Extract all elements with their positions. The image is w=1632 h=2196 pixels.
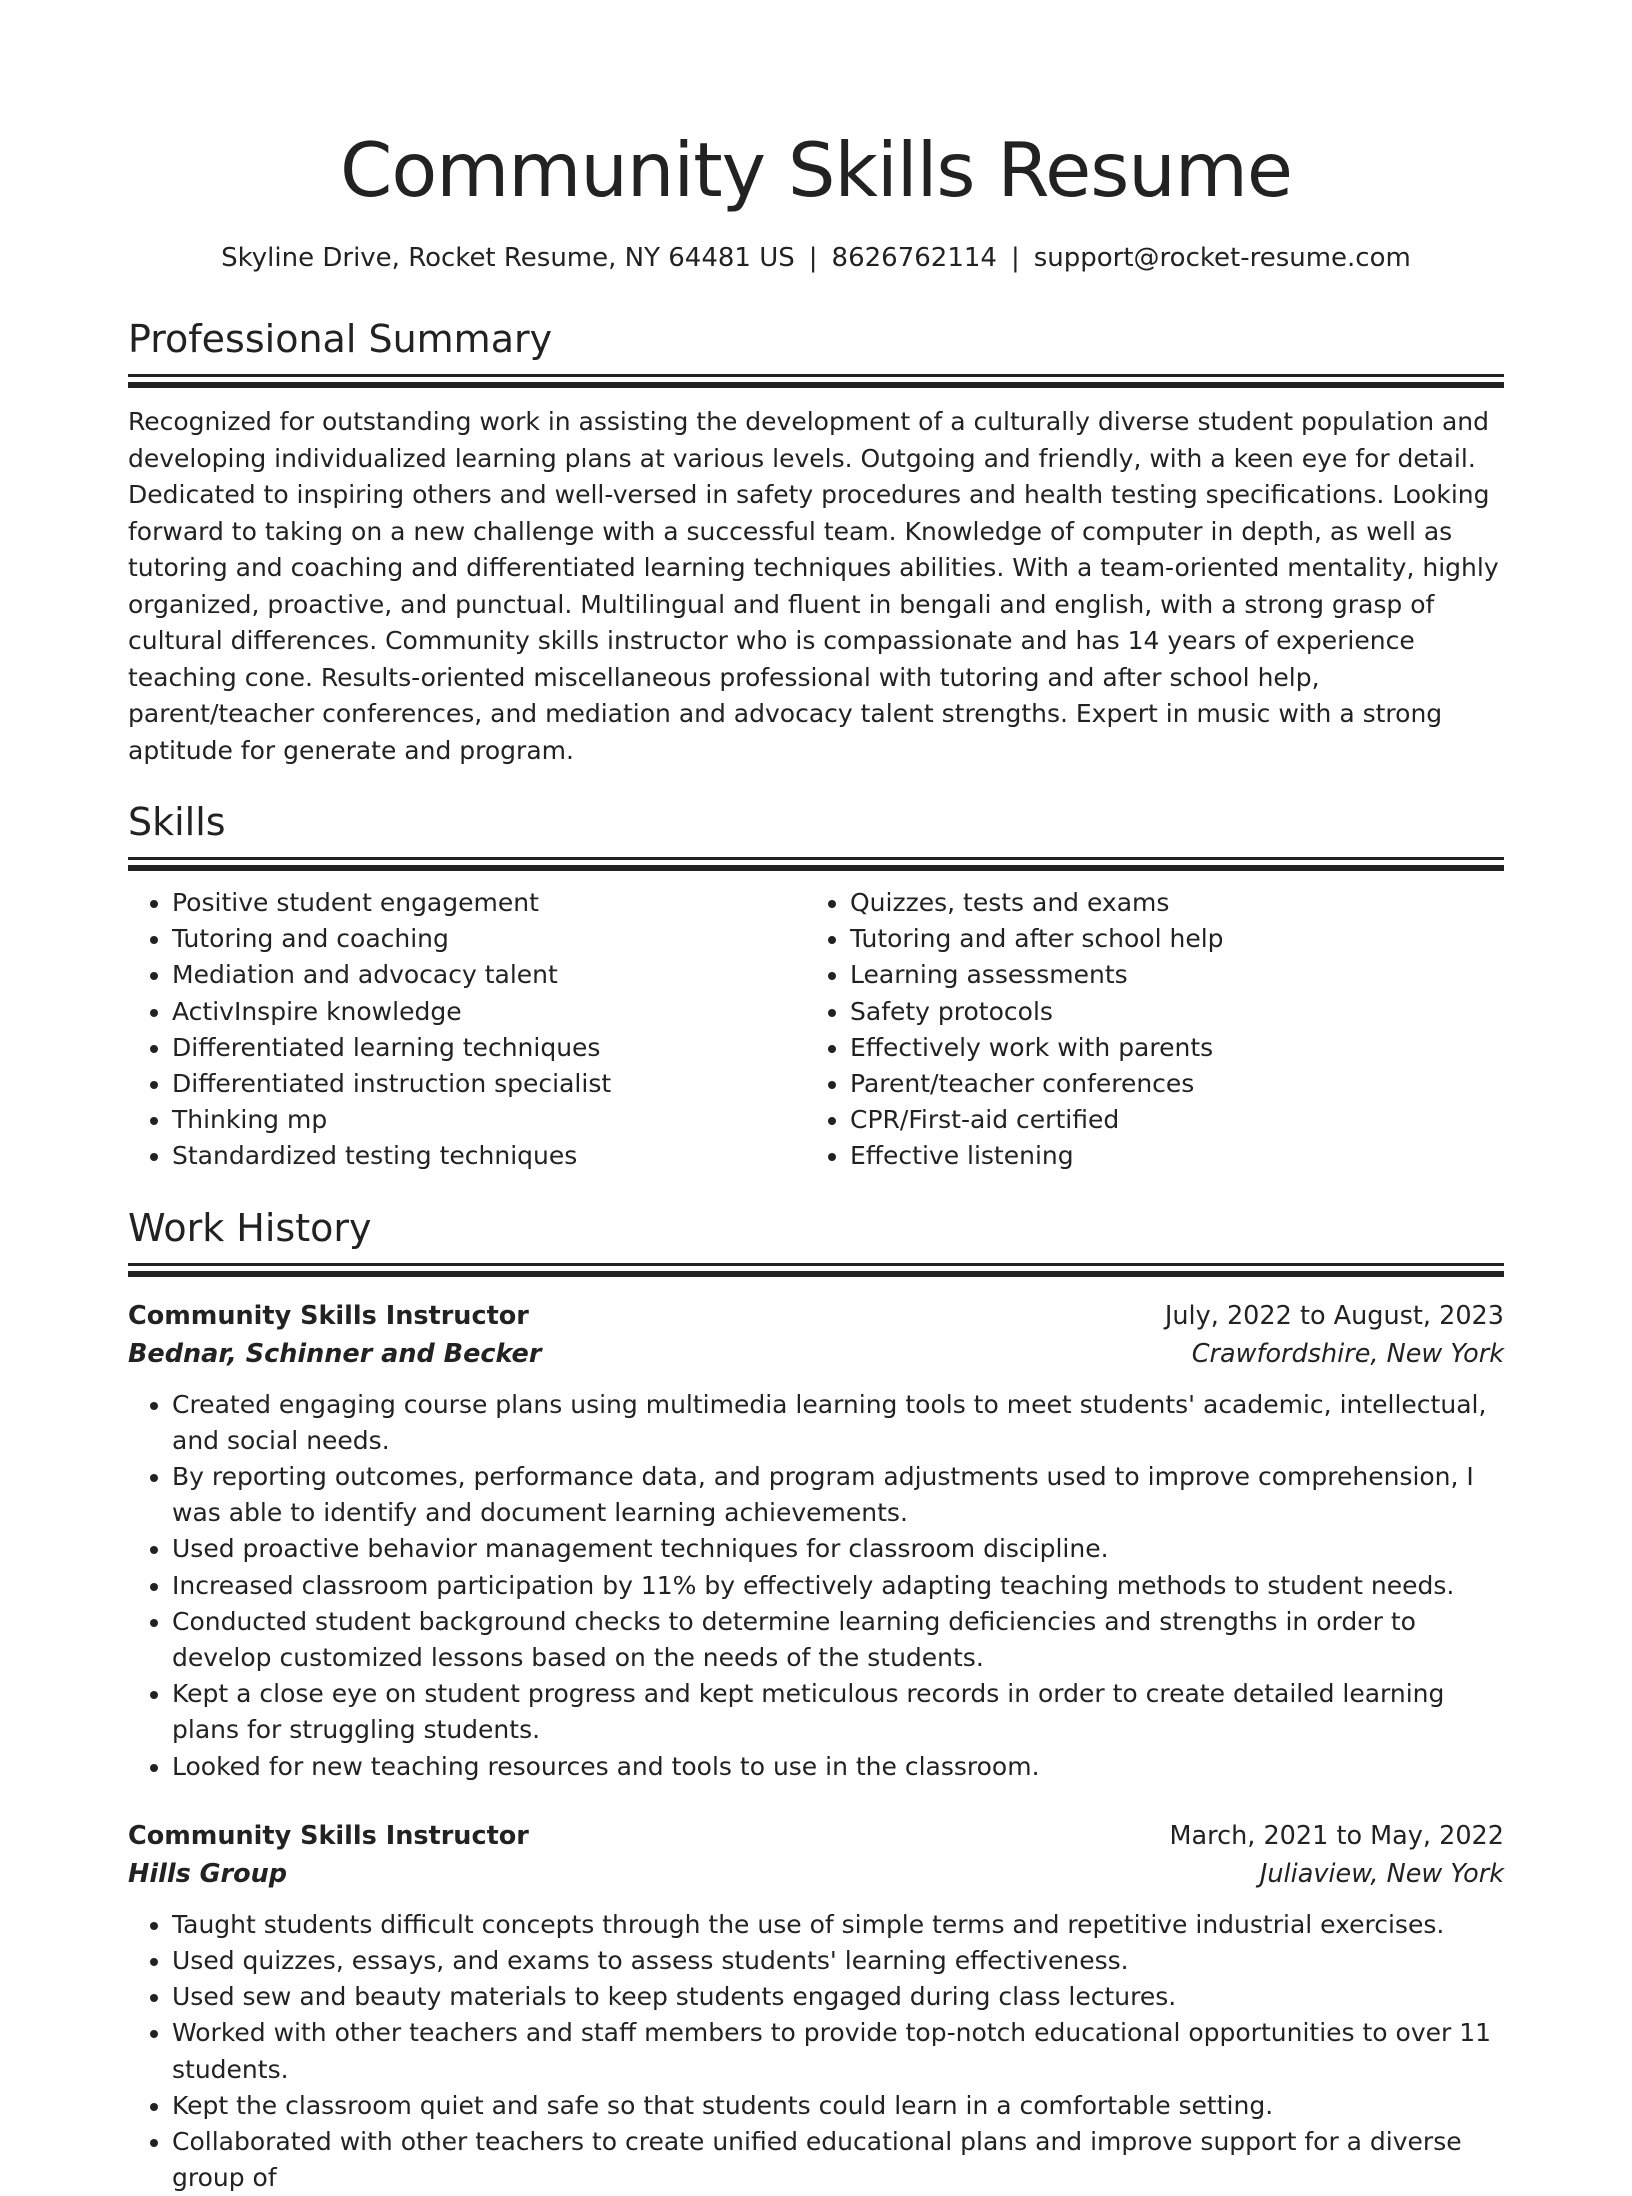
job-location: Crawfordshire, New York bbox=[1191, 1338, 1504, 1369]
job-bullet: • Used sew and beauty materials to keep students engaged during class lectures. bbox=[172, 1979, 1504, 2015]
skills-column-left bbox=[128, 885, 806, 1175]
job-title: Community Skills Instructor bbox=[128, 1820, 529, 1851]
job-header-row bbox=[128, 1297, 1504, 1335]
section-divider-thin bbox=[128, 1263, 1504, 1266]
job-bullets bbox=[128, 1907, 1504, 2196]
contact-line bbox=[128, 242, 1504, 274]
resume-page bbox=[128, 0, 1504, 2196]
skill-item: • Tutoring and coaching bbox=[172, 921, 806, 957]
job-entry bbox=[128, 1297, 1504, 1785]
job-bullet: • Taught students difficult concepts through the use of simple terms and repetitive industrial exercises. bbox=[172, 1907, 1504, 1943]
job-bullet: • Kept a close eye on student progress and kept meticulous records in order to create detailed learning plans for struggling students. bbox=[172, 1676, 1504, 1748]
skill-item: • Tutoring and after school help bbox=[850, 921, 1484, 957]
job-header-row bbox=[128, 1817, 1504, 1855]
job-dates: July, 2022 to August, 2023 bbox=[1164, 1300, 1504, 1331]
job-subheader-row bbox=[128, 1855, 1504, 1893]
job-bullet: • By reporting outcomes, performance data, and program adjustments used to improve comprehension, I was able to identify and document learning achievements. bbox=[172, 1459, 1504, 1531]
contact-email: support@rocket-resume.com bbox=[1033, 243, 1411, 273]
skill-item: • ActivInspire knowledge bbox=[172, 994, 806, 1030]
skill-item: • Differentiated learning techniques bbox=[172, 1030, 806, 1066]
skill-item: • Safety protocols bbox=[850, 994, 1484, 1030]
skill-item: • Differentiated instruction specialist bbox=[172, 1066, 806, 1102]
job-bullets bbox=[128, 1387, 1504, 1785]
skill-item: • Quizzes, tests and exams bbox=[850, 885, 1484, 921]
summary-heading: Professional Summary bbox=[128, 317, 553, 361]
skills-section-header bbox=[128, 799, 1504, 871]
job-bullet: • Conducted student background checks to determine learning deficiencies and strengths in order to develop customized lessons based on the needs of the students. bbox=[172, 1604, 1504, 1676]
job-location: Juliaview, New York bbox=[1259, 1858, 1504, 1889]
job-bullet: • Worked with other teachers and staff members to provide top-notch educational opportunities to over 11 students. bbox=[172, 2015, 1504, 2087]
contact-separator: | bbox=[1010, 243, 1020, 273]
skill-item: • Positive student engagement bbox=[172, 885, 806, 921]
section-divider-thick bbox=[128, 865, 1504, 871]
work-section-header bbox=[128, 1205, 1504, 1277]
skills-heading: Skills bbox=[128, 800, 226, 844]
skill-item: • Standardized testing techniques bbox=[172, 1138, 806, 1174]
skills-column-right bbox=[806, 885, 1484, 1175]
job-company: Hills Group bbox=[128, 1858, 288, 1889]
job-bullet: • Looked for new teaching resources and tools to use in the classroom. bbox=[172, 1749, 1504, 1785]
skill-item: • Parent/teacher conferences bbox=[850, 1066, 1484, 1102]
contact-separator: | bbox=[808, 243, 818, 273]
job-bullet: • Kept the classroom quiet and safe so that students could learn in a comfortable setting. bbox=[172, 2088, 1504, 2124]
section-divider-thick bbox=[128, 1271, 1504, 1277]
job-entry bbox=[128, 1817, 1504, 2196]
job-company: Bednar, Schinner and Becker bbox=[128, 1338, 542, 1369]
section-divider-thin bbox=[128, 374, 1504, 377]
work-heading: Work History bbox=[128, 1205, 372, 1250]
skill-item: • Effective listening bbox=[850, 1138, 1484, 1174]
resume-title: Community Skills Resume bbox=[339, 126, 1293, 214]
job-dates: March, 2021 to May, 2022 bbox=[1169, 1820, 1504, 1851]
section-divider-thick bbox=[128, 382, 1504, 388]
job-bullet: • Used proactive behavior management techniques for classroom discipline. bbox=[172, 1531, 1504, 1567]
skill-item: • CPR/First-aid certified bbox=[850, 1102, 1484, 1138]
skill-item: • Learning assessments bbox=[850, 957, 1484, 993]
summary-text: Recognized for outstanding work in assisting the development of a culturally diverse student population and developing individualized learning plans at various levels. Outgoing and friendly, with a keen eye for detail. Dedicated to inspiring others and well-versed in safety procedures and health testing specifications. Looking forward to taking on a new challenge with a successful team. Knowledge of computer in depth, as well as tutoring and coaching and differentiated learning techniques abilities. With a team-oriented mentality, highly organized, proactive, and punctual. Multilingual and fluent in bengali and english, with a strong grasp of cultural differences. Community skills instructor who is compassionate and has 14 years of experience teaching cone. Results-oriented miscellaneous professional with tutoring and after school help, parent/teacher conferences, and mediation and advocacy talent strengths. Expert in music with a strong aptitude for generate and program. bbox=[128, 407, 1499, 765]
skill-item: • Mediation and advocacy talent bbox=[172, 957, 806, 993]
job-bullet: • Increased classroom participation by 11% by effectively adapting teaching methods to student needs. bbox=[172, 1568, 1504, 1604]
job-bullet: • Collaborated with other teachers to create unified educational plans and improve support for a diverse group of bbox=[172, 2124, 1504, 2196]
contact-address: Skyline Drive, Rocket Resume, NY 64481 US bbox=[221, 243, 795, 273]
contact-phone: 8626762114 bbox=[831, 243, 997, 273]
skill-item: • Thinking mp bbox=[172, 1102, 806, 1138]
job-subheader-row bbox=[128, 1335, 1504, 1373]
skills-list bbox=[128, 885, 1504, 1175]
job-bullet: • Used quizzes, essays, and exams to assess students' learning effectiveness. bbox=[172, 1943, 1504, 1979]
summary-section-header bbox=[128, 316, 1504, 388]
skill-item: • Effectively work with parents bbox=[850, 1030, 1484, 1066]
section-divider-thin bbox=[128, 857, 1504, 860]
job-title: Community Skills Instructor bbox=[128, 1300, 529, 1331]
job-bullet: • Created engaging course plans using multimedia learning tools to meet students' academic, intellectual, and social needs. bbox=[172, 1387, 1504, 1459]
